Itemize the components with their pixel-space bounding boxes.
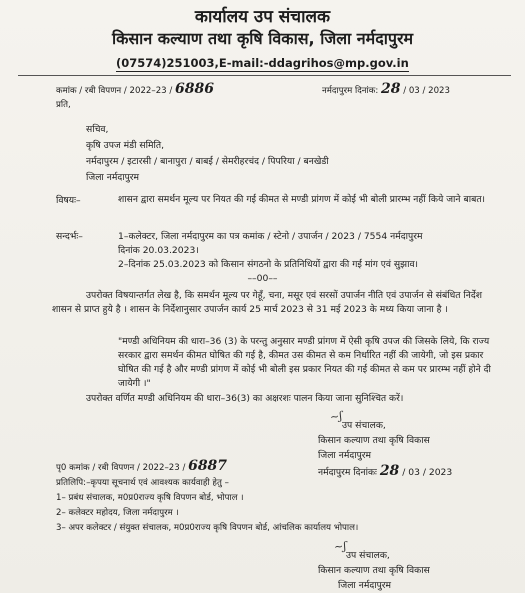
office-title: कार्यालय उप संचालक [194, 7, 331, 27]
reference-item-1-date: दिनांक 20.03.2023। [118, 245, 199, 256]
copy-number [56, 458, 227, 474]
letter-date-rest: / 03 / 2023 [403, 86, 450, 96]
copy-item-2: 2– कलेक्टर महोदय, जिला नर्मदापुरम । [56, 508, 179, 518]
contact-line: (07574)251003,E-mail:-ddagrihos@mp.gov.in [116, 56, 409, 70]
signature1-date [318, 463, 452, 479]
signature1-date-day: 28 [379, 463, 400, 479]
recipient-line-2: कृषि उपज मंडी समिति, [86, 140, 164, 151]
divider: ––00–– [247, 273, 278, 284]
copy-intro: प्रतिलिपि:–कृपया सूचनार्थ एवं आवश्यक कार्यवाही हेतु – [56, 478, 229, 488]
body-paragraph-2: उपरोक्त वर्णित मण्डी अधिनियम की धारा–36(3) का अक्षरशः पालन किया जाना सुनिश्चित करें। [86, 393, 404, 404]
signature-scribble-2: ~ʃ [333, 539, 347, 554]
signature2-line-1: उप संचालक, [346, 550, 390, 561]
signature1-date-rest: / 03 / 2023 [402, 467, 453, 478]
body-paragraph-1: उपरोक्त विषयान्तर्गत लेख है, कि समर्थन मूल्य पर गेहूँ, चना, मसूर एवं सरसों उपार्जन नीति एवं उपार्जन से संबंधित निर्देश शासन से प्राप्त हुये है । शासन के निर्देशानुसार उपार्जन कार्य 25 मार्च 2023 से 31 मई 2023 के मध्य किया जाना है । [52, 290, 483, 315]
subject-label: विषयः– [56, 195, 81, 206]
signature1-date-prefix: नर्मदापुरम दिनांकः [318, 467, 377, 478]
reference-label: सन्दर्भः– [56, 231, 83, 242]
recipient-line-4: जिला नर्मदापुरम [86, 172, 140, 183]
body-quote: "मण्डी अधिनियम की धारा–36 (3) के परन्तु अनुसार मण्डी प्रांगण में ऐसी कृषि उपज की जिसके लिये, कि राज्य सरकार द्वारा समर्थन कीमत घोषित की गई है, कीमत उस कीमत से कम निर्धारित नहीं की जायेगी, जो इस प्रकार घोषित की गई है और मण्डी प्रांगण में कोई भी बोली इस प्रकार नियत की गई कीमत से कम पर प्रारम्भ नहीं होने दी जायेगी ।" [118, 336, 491, 389]
prati: प्रति, [56, 100, 71, 110]
copy-item-1: 1– प्रबंध संचालक, म0प्र0राज्य कृषि विपणन बोर्ड, भोपाल । [56, 493, 244, 503]
signature1-line-1: उप संचालक, [342, 420, 386, 431]
signature2-line-3: जिला नर्मदापुरम [338, 580, 392, 591]
signature2-line-2: किसान कल्याण तथा कृषि विकास [318, 565, 430, 576]
signature1-line-2: किसान कल्याण तथा कृषि विकास [318, 435, 430, 446]
department-title: किसान कल्याण तथा कृषि विकास, जिला नर्मदापुरम [111, 29, 414, 48]
header-rule [18, 75, 511, 76]
subject-text: शासन द्वारा समर्थन मूल्य पर नियत की गई कीमत से मण्डी प्रांगण में कोई भी बोली प्रारम्भ नहीं किये जाने बाबत। [118, 194, 486, 205]
copy-item-3: 3– अपर कलेक्टर / संयुक्त संचालक, म0प्र0राज्य कृषि विपणन बोर्ड, आंचलिक कार्यालय भोपाल। [56, 523, 359, 533]
recipient-line-3: नर्मदापुरम / इटारसी / बानापुरा / बाबई / सेमरीहरचंद / पिपरिया / बनखेडी [86, 156, 329, 167]
letter-number-prefix: कमांक / रबी विपणन / 2022–23 / [56, 86, 173, 96]
letter-number [56, 81, 214, 97]
copy-number-prefix: पृ0 कमांक / रबी विपणन / 2022–23 / [56, 463, 186, 473]
reference-item-2: 2–दिनांक 25.03.2023 को किसान संगठनो के प्रतिनिधियों द्वारा की गई मांग एवं सुझाव। [118, 259, 419, 270]
letter-date [322, 81, 450, 97]
letter-date-day: 28 [380, 81, 401, 97]
copy-number-handwritten: 6887 [188, 458, 228, 474]
signature-scribble-1: ~ʃ [329, 409, 344, 424]
reference-item-1: 1–कलेक्टर, जिला नर्मदापुरम का पत्र कमांक / स्टेनो / उपार्जन / 2023 / 7554 नर्मदापुरम [118, 231, 423, 242]
signature1-line-3: जिला नर्मदापुरम [318, 450, 372, 461]
letter-number-handwritten: 6886 [175, 81, 214, 97]
recipient-line-1: सचिव, [86, 124, 109, 135]
letter-date-prefix: नर्मदापुरम दिनांक: [322, 86, 379, 96]
